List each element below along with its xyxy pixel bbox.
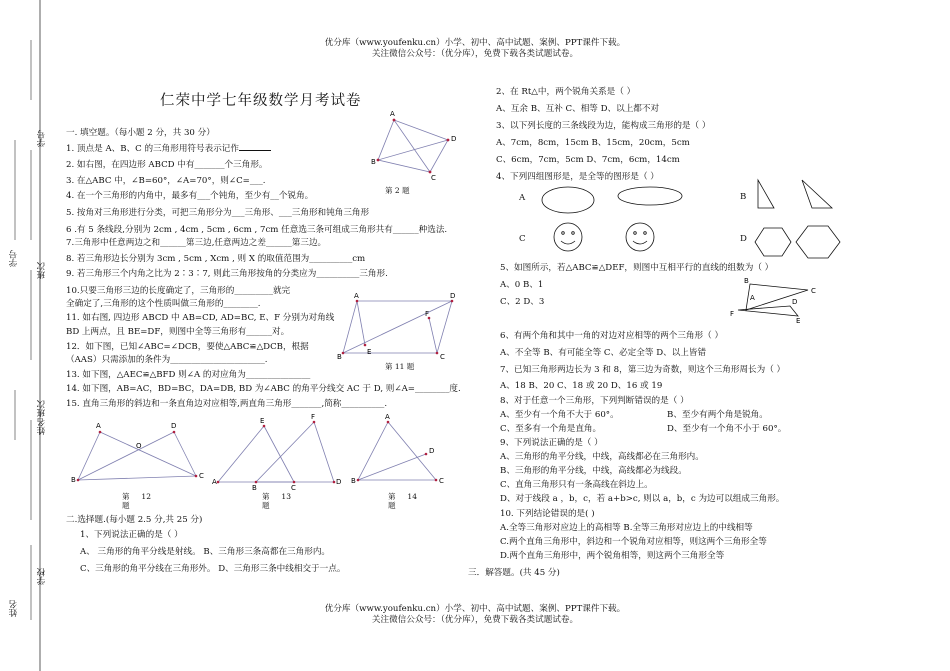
question-1-6: 6 .有 5 条线段,分别为 2cm , 4cm , 5cm , 6cm , 7cm 任意选三条可组成三角形共有______种选法. bbox=[66, 225, 448, 235]
svg-text:F: F bbox=[425, 310, 430, 318]
question-1-9: 9. 若三角形三个内角之比为 2∶3∶7, 则此三角形按角的分类应为__________三角形. bbox=[66, 269, 388, 279]
question-2-9-option-b: B、三角形的角平分线，中线，高线都必为线段。 bbox=[500, 466, 687, 476]
ellipse-shape-1 bbox=[542, 187, 594, 213]
svg-text:B: B bbox=[744, 277, 749, 285]
question-2-8-option-c: C、至多有一个角是直角。 bbox=[500, 424, 602, 434]
figure-13-caption-ti: 题 bbox=[262, 501, 270, 510]
figure-11-quadrilateral bbox=[337, 293, 457, 363]
page-title: 仁荣中学七年级数学月考试卷 bbox=[160, 93, 362, 109]
section2-heading: 二.选择题.(每小题 2.5 分,共 25 分) bbox=[66, 515, 203, 525]
svg-text:E: E bbox=[260, 417, 265, 425]
figure-11-caption: 第 11 题 bbox=[385, 362, 415, 371]
question-1-15: 15. 直角三角形的斜边和一条直角边对应相等,两直角三角形_______,简称__________. bbox=[66, 399, 388, 409]
q4-option-b-label: B bbox=[740, 192, 747, 202]
question-1-2: 2. 如右图，在四边形 ABCD 中有_______个三角形。 bbox=[66, 160, 268, 170]
question-2-3-options-cd: C、6cm，7cm，5cm D、7cm，6cm，14cm bbox=[496, 155, 680, 165]
fig14-num: 14 bbox=[407, 492, 417, 501]
question-2-8-option-a: A、至少有一个角不大于 60°。 bbox=[500, 410, 619, 420]
question-2-9-option-a: A、三角形的角平分线，中线，高线都必在三角形内。 bbox=[500, 452, 704, 462]
q4-option-c-label: C bbox=[519, 234, 526, 244]
svg-text:F: F bbox=[730, 310, 735, 318]
question-2-5-options-cd: C、2 D、3 bbox=[500, 297, 545, 307]
binding-label-xingming: 姓名 bbox=[37, 418, 47, 436]
svg-text:D: D bbox=[429, 447, 435, 455]
footer-line-1: 优分库（www.youfenku.cn）小学、初中、高中试题、案例、PPT课件下载。 bbox=[324, 604, 626, 614]
question-1-1 bbox=[66, 144, 271, 154]
svg-text:B: B bbox=[71, 476, 76, 484]
svg-text:A: A bbox=[354, 292, 359, 300]
figure-12-caption-ti: 题 bbox=[122, 501, 130, 510]
question-2-10-option-c: C.两个直角三角形中，斜边和一个锐角对应相等，则这两个三角形全等 bbox=[500, 537, 767, 547]
question-1-10b: 全确定了,三角形的这个性质叫做三角形的________. bbox=[66, 299, 261, 309]
svg-text:C: C bbox=[431, 174, 436, 182]
figure-12-triangles bbox=[70, 420, 210, 495]
question-2-3-options-ab: A、7cm，8cm，15cm B、15cm，20cm，5cm bbox=[496, 138, 690, 148]
svg-text:A: A bbox=[390, 110, 395, 118]
question-2-3: 3、以下列长度的三条线段为边，能构成三角形的是（ ） bbox=[496, 121, 711, 131]
fig12-di: 第 bbox=[122, 492, 130, 501]
svg-text:B: B bbox=[351, 477, 356, 485]
question-2-1-options-cd: C、三角形的角平分线在三角形外。 D、三角形三条中线相交于一点。 bbox=[80, 564, 346, 574]
q4-option-d-label: D bbox=[740, 234, 747, 244]
question-2-8-option-d: D、至少有一个角不小于 60°。 bbox=[667, 424, 787, 434]
binding-label-banci: 班次 bbox=[37, 262, 47, 280]
binding-label-xuehao: 学号 bbox=[9, 250, 19, 268]
svg-text:E: E bbox=[367, 348, 372, 356]
svg-text:C: C bbox=[199, 472, 204, 480]
question-1-14: 14. 如下图，AB=AC，BD=BC，DA=DB, BD 为∠ABC 的角平分线交 AC 于 D, 则∠A=________度. bbox=[66, 384, 461, 394]
question-2-8: 8、对于任意一个三角形，下列判断错误的是（ ） bbox=[500, 396, 689, 406]
svg-text:B: B bbox=[371, 158, 376, 166]
svg-text:E: E bbox=[796, 317, 801, 325]
question-1-8: 8. 若三角形边长分别为 3cm , 5cm , Xcm , 则 X 的取值范围为__________cm bbox=[66, 254, 366, 264]
figure-2-quadrilateral bbox=[368, 112, 468, 192]
svg-text:A: A bbox=[96, 422, 101, 430]
question-1-10a: 10.只要三角形三边的长度确定了，三角形的_________就完 bbox=[66, 286, 291, 296]
fig12-num: 12 bbox=[141, 492, 151, 501]
question-1-3: 3. 在△ABC 中，∠B=60°，∠A=70°，则∠C=___. bbox=[66, 176, 266, 186]
question-1-11b: BD 上两点，且 BE=DF，则图中全等三角形有______对。 bbox=[66, 327, 290, 337]
svg-text:A: A bbox=[750, 294, 755, 302]
svg-text:O: O bbox=[136, 442, 142, 450]
question-2-9: 9、下列说法正确的是（ ） bbox=[500, 438, 603, 448]
question-2-9-option-d: D、对于线段 a ，b，c，若 a+b>c, 则以 a，b，c 为边可以组成三角形。 bbox=[500, 494, 785, 504]
section1-heading: 一. 填空题。（每小题 2 分，共 30 分） bbox=[66, 128, 215, 138]
svg-text:D: D bbox=[336, 478, 342, 486]
smiley-face-2 bbox=[626, 223, 654, 251]
figure-14-triangle bbox=[350, 413, 450, 491]
question-2-8-option-b: B、至少有两个角是锐角。 bbox=[667, 410, 768, 420]
triangle-shape-small bbox=[758, 180, 774, 208]
question-1-12a: 12．如下图，已知∠ABC=∠DCB，要使△ABC≌△DCB，根据 bbox=[66, 342, 309, 352]
svg-text:B: B bbox=[252, 484, 257, 492]
svg-text:C: C bbox=[440, 353, 445, 361]
question-2-4: 4、下列四组图形是，是全等的图形是（ ） bbox=[496, 172, 659, 182]
answer-blank bbox=[239, 150, 271, 151]
question-1-4: 4. 在一个三角形的内角中，最多有___个钝角，至少有__个锐角。 bbox=[66, 191, 314, 201]
q1-1-text: 1. 顶点是 A、B、C 的三角形用符号表示记作 bbox=[66, 144, 239, 154]
question-2-10-option-d: D.两个直角三角形中，两个锐角相等，则这两个三角形全等 bbox=[500, 551, 725, 561]
ellipse-shape-2 bbox=[618, 187, 682, 205]
question-2-7-options: A、18 B、20 C、18 或 20 D、16 或 19 bbox=[500, 381, 663, 391]
q4-option-a-label: A bbox=[519, 193, 526, 203]
question-2-2-options: A、互余 B、互补 C、相等 D、以上都不对 bbox=[496, 104, 660, 114]
question-1-13: 13. 如下图，△AEC≌△BFD 则∠A 的对应角为_______________ bbox=[66, 370, 311, 380]
question-2-6-options: A、不全等 B、有可能全等 C、必定全等 D、以上皆错 bbox=[500, 348, 707, 358]
question-2-10: 10. 下列结论错误的是( ) bbox=[500, 509, 595, 519]
binding-label-banci-2: 班次 bbox=[37, 400, 47, 418]
question-1-12b: （AAS）只需添加的条件为______________________. bbox=[66, 355, 268, 365]
svg-text:C: C bbox=[811, 287, 816, 295]
binding-label-xuexiao: 学校 bbox=[37, 568, 47, 586]
question-2-1: 1、下列说法正确的是（ ） bbox=[80, 530, 183, 540]
binding-label-xuehao-top: 学号 bbox=[37, 130, 47, 148]
section3-heading: 三．解答题。(共 45 分) bbox=[468, 568, 560, 578]
header-line-1: 优分库（www.youfenku.cn）小学、初中、高中试题、案例、PPT课件下载。 bbox=[324, 38, 626, 48]
question-1-7: 7.三角形中任意两边之和______第三边,任意两边之差______第三边。 bbox=[66, 238, 327, 248]
svg-text:C: C bbox=[291, 484, 296, 492]
svg-text:B: B bbox=[337, 353, 342, 361]
question-2-10-options-ab: A.全等三角形对应边上的高相等 B.全等三角形对应边上的中线相等 bbox=[500, 523, 753, 533]
svg-text:A: A bbox=[212, 478, 217, 486]
figure-14-caption-ti: 题 bbox=[388, 501, 396, 510]
binding-label-xingming-2: 姓名 bbox=[9, 600, 19, 618]
question-1-5: 5. 按角对三角形进行分类，可把三角形分为___三角形、___三角形和钝角三角形 bbox=[66, 208, 370, 218]
question-2-7: 7、已知三角形两边长为 3 和 8，第三边为奇数，则这个三角形周长为（ ） bbox=[500, 365, 786, 375]
question-2-6: 6、有两个角和其中一角的对边对应相等的两个三角形（ ） bbox=[500, 331, 724, 341]
question-2-9-option-c: C、直角三角形只有一条高线在斜边上。 bbox=[500, 480, 653, 490]
svg-text:D: D bbox=[792, 298, 798, 306]
figure-13-triangles bbox=[212, 413, 342, 493]
question-1-11a: 11. 如右图, 四边形 ABCD 中 AB=CD, AD=BC, E、F 分别为对角线 bbox=[66, 313, 335, 323]
fig13-di: 第 bbox=[262, 492, 270, 501]
question-2-2: 2、在 Rt△中，两个锐角关系是（ ） bbox=[496, 87, 636, 97]
svg-text:D: D bbox=[451, 135, 457, 143]
svg-text:A: A bbox=[385, 413, 390, 421]
svg-text:C: C bbox=[439, 477, 444, 485]
question-2-5-options-ab: A、0 B、1 bbox=[500, 280, 544, 290]
fig13-num: 13 bbox=[281, 492, 291, 501]
question-2-5: 5、如图所示，若△ABC≌△DEF，则图中互相平行的直线的组数为（ ） bbox=[500, 263, 774, 273]
footer-line-2: 关注微信公众号：（优分库），免费下载各类试题试卷。 bbox=[371, 615, 579, 625]
figure-2-caption: 第 2 题 bbox=[385, 186, 410, 195]
question-2-1-options-ab: A、 三角形的角平分线是射线。 B、三角形三条高都在三角形内。 bbox=[80, 547, 331, 557]
q4-figures bbox=[530, 172, 890, 252]
hexagon-shape-small bbox=[755, 228, 791, 256]
fig14-di: 第 bbox=[388, 492, 396, 501]
svg-text:D: D bbox=[450, 292, 456, 300]
header-line-2: 关注微信公众号：（优分库），免费下载各类试题试卷。 bbox=[371, 49, 579, 59]
svg-text:D: D bbox=[171, 422, 177, 430]
triangle-shape-large bbox=[802, 180, 832, 208]
svg-text:F: F bbox=[311, 413, 316, 421]
smiley-face-1 bbox=[554, 223, 582, 251]
figure-q5-triangles bbox=[728, 278, 828, 323]
